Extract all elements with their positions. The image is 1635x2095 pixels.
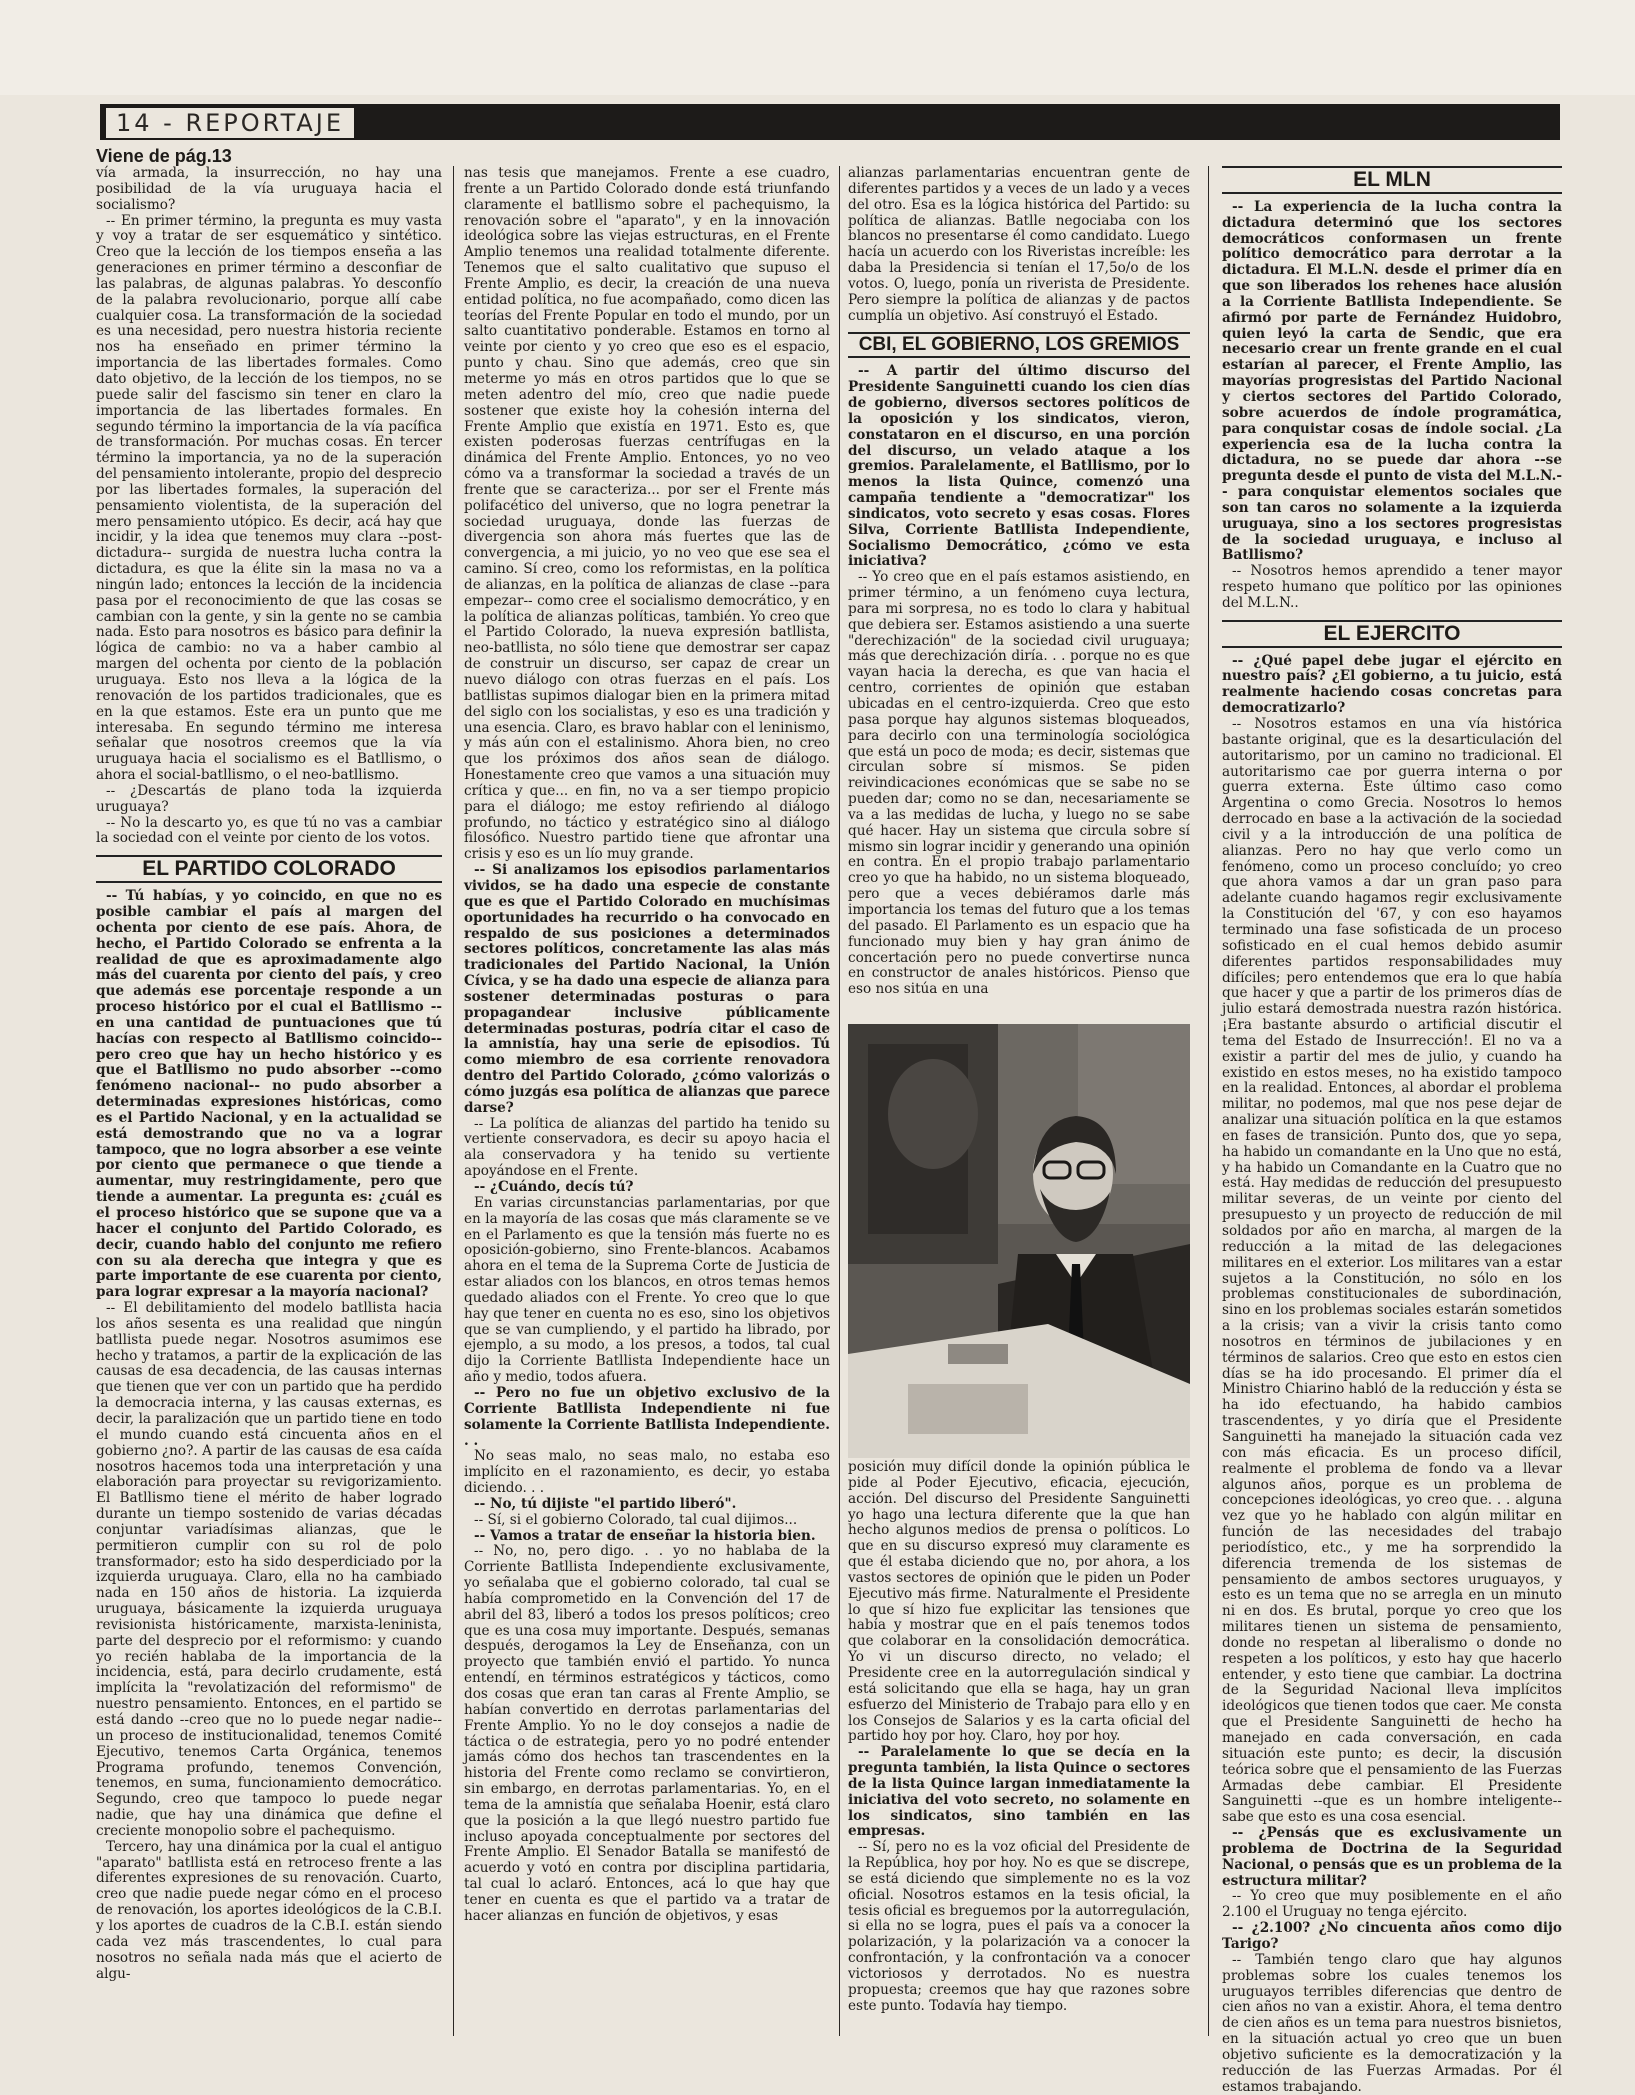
- column-divider: [453, 166, 454, 2036]
- paragraph: -- ¿Cuándo, decís tú?: [474, 1179, 634, 1195]
- paragraph: -- No la descarto yo, es que tú no vas a cambiar la sociedad con el veinte por ciento de los votos.: [96, 814, 442, 847]
- photo-illustration: [848, 1024, 1190, 1458]
- page-section-label: 14 - REPORTAJE: [106, 108, 354, 138]
- paragraph: -- No, tú dijiste "el partido liberó".: [474, 1495, 737, 1512]
- paragraph: Tercero, hay una dinámica por la cual el antiguo "aparato" batllista está en retroceso frente a las diferentes expresiones de su renovación. Cuarto, creo que nadie puede negar cómo en el proceso de renovación, los aportes ideológicos de la C.B.I. y los aportes de cuadros de la C.B.I. están siendo cada vez más trascendentes, lo cual para nosotros no señala nada más que el acierto de algu-: [96, 1838, 442, 1982]
- section-heading-partido-colorado: EL PARTIDO COLORADO: [96, 855, 442, 883]
- paragraph: -- Nosotros hemos aprendido a tener mayor respeto humano que político por las opiniones del M.L.N..: [1222, 563, 1562, 611]
- paragraph: -- ¿Pensás que es exclusivamente un problema de Doctrina de la Seguridad Nacional, o pensás que es un problema de la estructura militar?: [1222, 1825, 1562, 1889]
- paragraph: -- A partir del último discurso del Presidente Sanguinetti cuando los cien días de gobierno, diversos sectores políticos de la oposición y los sindicatos, vieron, constataron en el discurso, en una porción del discurso, un velado ataque a los gremios. Paralelamente, el Batllismo, por lo menos la lista Quince, comenzó una campaña tendiente a "democratizar" los sindicatos, voto secreto y esas cosas. Flores Silva, Corriente Batllista Independiente, Socialismo Democrático, ¿cómo ve esta iniciativa?: [848, 363, 1190, 570]
- paragraph: -- La política de alianzas del partido ha tenido su vertiente conservadora, es decir su apoyo hacia el ala conservadora y ha tenido su vertiente apoyándose en el Frente.: [464, 1115, 830, 1180]
- paragraph: alianzas parlamentarias encuentran gente de diferentes partidos y a veces de un lado y a veces del otro. Esa es la lógica histórica del Partido: su política de alianzas. Batlle negociaba con los blancos no presentarse él como candidato. Luego hacía un acuerdo con los Riveristas increíble: les daba la Presidencia si tenían el 17,5o/o de los votos. O, luego, ponía un riverista de Presidente. Pero siempre la política de alianzas y de pactos cumplía un objetivo. Así construyó el Estado.: [848, 165, 1190, 324]
- continued-from-label: Viene de pág.13: [96, 146, 232, 166]
- paragraph: -- En primer término, la pregunta es muy vasta y voy a tratar de ser esquemático y sintético. Creo que la lección de los tiempos enseña a las generaciones en primer término a desconfiar de las palabras, de algunas palabras. Yo desconfío de la palabra revolucionario, porque allí cabe cualquier cosa. La transformación de la sociedad es una necesidad, pero nuestra historia reciente nos ha enseñado en primer término la importancia de las libertades formales. Como dato objetivo, de la lección de los tiempos, no se puede salir del fascismo sin tener en claro la importancia de las libertades formales. En segundo término la importancia de la vía pacífica de transformación. Por muchas cosas. En tercer término la importancia, ya no de la superación del pensamiento intolerante, propio del desprecio por las libertades formales, la superación del pensamiento violentista, de la superación del mero pensamiento utópico. Es decir, acá hay que incidir, y la idea que tenemos muy clara --post-dictadura-- surgida de nuestra lucha contra la dictadura, es que la élite sin la masa no va a ningún lado; entonces la lección de la incidencia pasa por el reconocimiento de que las cosas se cambian con la gente, y sin la gente no se cambia nada. Esto para nosotros es básico para definir la lógica de cambio: no va a haber cambio al margen del ochenta por ciento de la población uruguaya. Esto nos lleva a la lógica de la renovación de los partidos tradicionales, que es en la que estamos. Este era un punto que me interesaba. En segundo término me interesa señalar que nosotros creemos que la vía uruguaya hacia el socialismo es el Batllismo, o ahora el social-batllismo, o el neo-batllismo.: [96, 212, 442, 784]
- paragraph: -- La experiencia de la lucha contra la dictadura determinó que los sectores democráticos conformasen un frente político democrático para derrotar a la dictadura. El M.L.N. desde el primer día en que son liberados los rehenes hace alusión a la Corriente Batllista Independiente. Se afirmó por parte de Fernández Huidobro, quien leyó la carta de Sendic, que era necesario crear un frente grande en el cual estarían al parecer, el Frente Amplio, las mayorías progresistas del Partido Nacional y ciertos sectores del Partido Colorado, sobre acuerdos de índole programática, para conquistar cosas de índole social. ¿La experiencia esa de la lucha contra la dictadura, no se puede dar ahora --se pregunta desde el punto de vista del M.L.N.-- para conquistar elementos sociales que son tan caros no solamente a la izquierda uruguaya, sino a los sectores progresistas de la sociedad uruguaya, e incluso al Batllismo?: [1222, 198, 1562, 564]
- paragraph: -- Yo creo que muy posiblemente en el año 2.100 el Uruguay no tenga ejército.: [1222, 1888, 1562, 1921]
- column-4: [1222, 166, 1562, 2095]
- paragraph: vía armada, la insurrección, no hay una posibilidad de la vía uruguaya hacia el socialismo?: [96, 165, 442, 213]
- paragraph: -- ¿Qué papel debe jugar el ejército en nuestro país? ¿El gobierno, a tu juicio, está realmente haciendo cosas concretas para democratizarlo?: [1222, 652, 1562, 717]
- paragraph: -- También tengo claro que hay algunos problemas sobre los cuales tenemos los uruguayos terribles diferencias que dentro de cien años no van a existir. Ahora, el tema dentro de cien años es un tema para nuestros bisnietos, en la situación actual yo creo que un buen objetivo suficiente es la democratización y la reducción de las Fuerzas Armadas. Por él estamos trabajando.: [1222, 1951, 1562, 2095]
- column-3-continued: [848, 1460, 1190, 2030]
- paragraph: posición muy difícil donde la opinión pública le pide al Poder Ejecutivo, eficacia, ejecución, acción. Del discurso del Presidente Sanguinetti yo hago una lectura diferente que la que han hecho algunos medios de prensa o políticos. Lo que en su discurso expresó muy claramente es que él estaba diciendo que no, por ahora, a los vastos sectores de opinión que le piden un Poder Ejecutivo más firme. Naturalmente el Presidente lo que sí hizo fue explicitar las tensiones que había y mostrar que en el país tenemos todos que colaborar en la consolidación democrática. Yo vi un discurso directo, no velado; el Presidente cree en la autorregulación sindical y está solicitando que ella se haga, hay un gran esfuerzo del Ministerio de Trabajo para ello y en los Consejos de Salarios y es la carta oficial del partido hoy por hoy. Claro, hoy por hoy.: [848, 1459, 1190, 1745]
- column-2: [464, 166, 830, 2036]
- paragraph: -- Sí, pero no es la voz oficial del Presidente de la República, hoy por hoy. No es que se discrepe, se está diciendo que simplemente no es la voz oficial. Nosotros estamos en la tesis oficial, la tesis oficial es breguemos por la autorregulación, si ella no se logra, pues el país va a conocer la polarización, y la polarización va a conocer la confrontación, y la confrontación va a conocer victoriosos y derrotados. No es nuestra propuesta; creemos que hay que razones sobre este punto. Todavía hay tiempo.: [848, 1839, 1190, 2014]
- paragraph: -- Yo creo que en el país estamos asistiendo, en primer término, a un fenómeno cuya lectura, para mi sorpresa, no es todo lo clara y habitual que debiera ser. Estamos asistiendo a una suerte "derechización" de la sociedad civil uruguaya; más que derechización diría. . . porque no es que vayan hacia la derecha, es que van hacia el centro, corrientes de opinión que estaban ubicadas en el centro-izquierda. Creo que esto pasa porque hay algunos sistemas bloqueados, para decirlo con una terminología sociológica que está un poco de moda; es decir, sistemas que circulan sobre sí mismos. Se piden reivindicaciones económicas que se sabe no se pueden dar; como no se dan, necesariamente se va a las medidas de lucha, y luego no se sabe qué hacer. Hay un sistema que circula sobre sí mismo sin lograr incidir y generando una opinión en contra. En el propio trabajo parlamentario creo yo que ha habido, no un sistema bloqueado, pero que a veces debiéramos darle más importancia los temas del futuro que a los temas del pasado. El Parlamento es un espacio que ha funcionado muy bien y hay gran ánimo de concertación pero no puede convertirse nunca en constructor de anales históricos. Pienso que eso nos sitúa en una: [848, 569, 1190, 998]
- column-3: [848, 166, 1190, 1016]
- column-divider: [1208, 166, 1209, 2036]
- column-divider: [839, 166, 840, 2036]
- paragraph: -- No, no, pero digo. . . yo no hablaba de la Corriente Batllista Independiente exclusivamente, yo señalaba que el gobierno colorado, tal cual se había comprometido en la Convención del 17 de abril del 83, liberó a todos los presos políticos; creo que es una cosa muy importante. Después, semanas después, derogamos la Ley de Enseñanza, con un proyecto que también envió el partido. Yo nunca entendí, en términos estratégicos y tácticos, como dos cosas que eran tan caras al Frente Amplio, se habían convertido en derrotas parlamentarias del Frente Amplio. Yo no le doy consejos a nadie de táctica o de estrategia, pero yo no podré entender jamás cómo dos hechos tan trascendentes en la historia del Frente como reclamo se convirtieron, sin embargo, en derrotas parlamentarias. Yo, en el tema de la amnistía que señalaba Hoenir, está claro que la posición a la que llegó nuestro partido fue incluso apoyada conceptualmente por sectores del Frente Amplio. El Senador Batalla se manifestó de acuerdo y votó en contra por disciplina partidaria, tal cual lo aclaró. Entonces, acá lo que hay que tener en cuenta es que el partido va a tratar de hacer alianzas en función de objetivos, y esas: [464, 1543, 830, 1924]
- paragraph: -- Vamos a tratar de enseñar la historia bien.: [474, 1527, 816, 1544]
- column-1: [96, 166, 442, 2036]
- paragraph: -- ¿Descartás de plano toda la izquierda uruguaya?: [96, 782, 442, 815]
- paragraph: -- Si analizamos los episodios parlamentarios vividos, se ha dado una especie de constante que es que el Partido Colorado en muchísimas oportunidades ha recurrido o ha convocado en respaldo de sus posiciones a determinados sectores políticos, concretamente las alas más tradicionales del Partido Nacional, la Unión Cívica, y se ha dado una especie de alianza para sostener determinadas posturas o para propagandear inclusive públicamente determinadas posturas, podría citar el caso de la amnistía, hay una serie de episodios. Tú como miembro de esa corriente renovadora dentro del Partido Colorado, ¿cómo valorizás o cómo juzgás esa política de alianzas que parece darse?: [464, 862, 830, 1116]
- interview-photo: [848, 1024, 1190, 1458]
- paragraph: -- Tú habías, y yo coincido, en que no es posible cambiar el país al margen del ochenta por ciento de ese país. Ahora, de hecho, el Partido Colorado se enfrenta a la realidad de que es aproximadamente algo más del cuarenta por ciento del país, y creo que además ese porcentaje responde a un proceso histórico por el cual el Batllismo --en una cantidad de puntuaciones que tú hacías con respecto al Batllismo coincido-- pero creo que hay un hecho histórico y es que el Batllismo no pudo absorber --como fenómeno nacional-- no pudo absorber a determinadas expresiones históricas, como es el Partido Nacional, y en la actualidad se está demostrando que no va a lograr tampoco, que no logra absorber a ese veinte por ciento que permanece o que tiende a aumentar, muy restringidamente, pero que tiende a aumentar. La pregunta es: ¿cuál es el proceso histórico que se supone que va a hacer el conjunto del Partido Colorado, es decir, cuando hablo del conjunto me refiero con su ala derecha que integra y que es parte importante de ese cuarenta por ciento, para lograr expresar a la mayoría nacional?: [96, 888, 442, 1301]
- section-heading-el-ejercito: EL EJERCITO: [1222, 620, 1562, 648]
- paragraph: En varias circunstancias parlamentarias, por que en la mayoría de las cosas que más claramente se ve en el Parlamento es que la tensión más fuerte no es oposición-gobierno, sino Frente-blancos. Acabamos ahora en el tema de la Suprema Corte de Justicia de estar aliados con los blancos, en otros temas hemos quedado aliados con el Frente. Yo creo que lo que hay que tener en cuenta no es eso, sino los objetivos que se van cumpliendo, y el partido ha librado, por ejemplo, a su modo, a los presos, a todos, tal cual dijo la Corriente Batllista Independiente hace un año y medio, todos afuera.: [464, 1194, 830, 1386]
- paragraph: nas tesis que manejamos. Frente a ese cuadro, frente a un Partido Colorado donde está triunfando claramente el batllismo sobre el pachequismo, la renovación sobre el "aparato", y en la innovación ideológica sobre las viejas estructuras, en el Frente Amplio tenemos una realidad totalmente diferente. Tenemos que el salto cualitativo que supuso el Frente Amplio, es decir, la creación de una nueva entidad política, no fue acompañado, como dicen las teorías del Frente Popular en todo el mundo, por un salto cuantitativo ponderable. Estamos en torno al veinte por ciento y yo creo que eso es el espacio, punto y chau. Sino que además, creo que sin meterme yo más en otros partidos que lo que se meten adentro del mío, creo que nadie puede sostener que existe hoy la cohesión interna del Frente Amplio que existía en 1971. Esto es, que existen poderosas fuerzas centrífugas en la dinámica del Frente Amplio. Entonces, yo no veo cómo va a transformar la sociedad a través de un frente que se caracteriza... por ser el Frente más polifacético del universo, que no logra penetrar la sociedad uruguaya, donde las fuerzas de divergencia son ahora más fuertes que las de convergencia, a mi juicio, yo no veo que ese sea el camino. Sí creo, como los reformistas, en la política de alianzas, en la política de alianzas de clase --para empezar-- como cree el socialismo democrático, y en la política de alianzas políticas, también. Yo creo que el Partido Colorado, la nueva expresión batllista, neo-batllista, no sólo tiene que demostrar ser capaz de construir un discurso, ser capaz de crear un nuevo diálogo con otras fuerzas en el país. Los batllistas supimos dialogar bien en la primera mitad del siglo con los socialistas, y eso es una tradición y una esencia. Claro, es bravo hablar con el leninismo, y más aún con el estalinismo. Ahora bien, no creo que los próximos dos años sean de diálogo. Honestamente creo que vamos a una situación muy crítica y que... en fin, no va a ser tiempo propicio para el diálogo; me estoy refiriendo al diálogo profundo, no táctico y estratégico sino al diálogo filosófico. Nuestro partido tiene que afrontar una crisis y eso es un lío muy grande.: [464, 165, 830, 863]
- paragraph: -- Pero no fue un objetivo exclusivo de la Corriente Batllista Independiente ni fue solamente la Corriente Batllista Independiente. . .: [464, 1384, 830, 1449]
- paragraph: No seas malo, no seas malo, no estaba eso implícito en el razonamiento, es decir, yo estaba diciendo. . .: [464, 1448, 830, 1497]
- paragraph: -- ¿2.100? ¿No cincuenta años como dijo Tarigo?: [1222, 1920, 1562, 1952]
- section-heading-cbi-gobierno-gremios: CBI, EL GOBIERNO, LOS GREMIOS: [848, 332, 1190, 358]
- paragraph: -- El debilitamiento del modelo batllista hacia los años sesenta es una realidad que ningún batllista puede negar. Nosotros asumimos ese hecho y tratamos, a partir de la explicación de las causas de esa decadencia, de las causas internas que tienen que ver con un partido que ha perdido la democracia interna, y las causas externas, es decir, la paralización que un partido tiene en todo el mundo cuando está cincuenta años en el gobierno ¿no?. A partir de las causas de esa caída nosotros hacemos toda una interpretación y una elaboración para proyectar su revigorizamiento. El Batllismo tiene el mérito de haber logrado durante un tiempo sostenido de varias décadas conjuntar variadísimas alianzas, que le permitieron cumplir con su rol de polo transformador; esto ha sido desperdiciado por la izquierda uruguaya. Claro, ella no ha cambiado nada en 150 años de historia. La izquierda uruguaya, básicamente la izquierda uruguaya revisionista históricamente, marxista-leninista, parte del desprecio por el reformismo: y cuando yo recién hablaba de la importancia de la incidencia, está, para decirlo crudamente, está implícita la "revolatización del reformismo" de nuestro pensamiento. Entonces, en el partido se está dando --creo que no lo puede negar nadie-- un proceso de institucionalidad, tenemos Comité Ejecutivo, tenemos Carta Orgánica, tenemos Programa profundo, tenemos Convención, tenemos, en suma, funcionamiento democrático. Segundo, creo que tampoco lo puede negar nadie, que hay una dinámica que define el creciente monopolio sobre el pachequismo.: [96, 1300, 442, 1839]
- paragraph: -- Nosotros estamos en una vía histórica bastante original, que es la desarticulación del autoritarismo, por un camino no tradicional. El autoritarismo cae por guerra interna o por guerra externa. Este último caso como Argentina o como Grecia. Nosotros lo hemos derrocado en base a la activación de la sociedad civil y a la introducción de una política de alianzas. Pero no hay que verlo como un fenómeno, como un proceso concluído; yo creo que ahora vamos a dar un gran paso para adelante cuando hagamos regir exclusivamente la Constitución del '67, y con eso hayamos terminado una fase sofisticada de un proceso sofisticado en el cual hemos debido asumir diferentes partidos responsabilidades muy difíciles; pero entendemos que era lo que había que hacer y que a partir de los primeros días de julio estará demostrada nuestra razón histórica. ¡Era bastante absurdo o artificial discutir el tema del Estado de Insurrección!. El no va a existir a partir del mes de julio, y cuando ha existido en estos meses, no ha existido tampoco en la realidad. Entonces, al abordar el problema militar, no podemos, mal que nos pese dejar de analizar una situación política en la que estamos en fases de transición. Punto dos, que yo sepa, ha habido un comandante en la Uno que no está, y ha habido un Comandante en la Cuatro que no está. Hay medidas de reducción del presupuesto militar severas, de un veinte por ciento del presupuesto y un proyecto de reducción de mil soldados por año en marcha, al margen de la reducción a la mitad de las delegaciones militares en el exterior. Los militares van a estar sujetos a la Constitución, no sólo en los problemas constitucionales de subordinación, sino en los problemas sociales estarán sometidos a la crisis; van a vivir la crisis tanto como nosotros en términos de jubilaciones y en términos de salarios. Creo que esto en estos cien días se ha ido procesando. El primer día el Ministro Chiarino habló de la reducción y ésta se ha ido efectuando, ha habido cambios trascendentes, y yo diría que el Presidente Sanguinetti ha manejado la situación cada vez con más eficacia. Es un proceso difícil, realmente el problema de fondo va a llevar algunos años, porque es un problema de concepciones ideológicas, yo creo que. . . alguna vez que yo he hablado con algún militar en función de las necesidades del trabajo periodístico, etc., y me ha sorprendido la diferencia tremenda de los sistemas de pensamiento de ambos sectores uruguayos, y esto es un tema que no se arregla en un minuto ni en dos. Es brutal, porque yo creo que los militares tienen un sistema de pensamiento, donde no respetan al liberalismo o donde no respeten a los políticos, y esto hay que hacerlo entender, y esto tiene que cambiar. La doctrina de la Seguridad Nacional lleva implícitos ideológicos que tienen todos que caer. Me consta que el Presidente Sanguinetti de hecho ha manejado en cada conversación, en cada situación este punto; es decir, la discusión teórica sobre que el pensamiento de las Fuerzas Armadas debe cambiar. El Presidente Sanguinetti --que es un hombre inteligente-- sabe que esto es una cosa esencial.: [1222, 716, 1562, 1826]
- paragraph: -- Sí, si el gobierno Colorado, tal cual dijimos...: [474, 1511, 798, 1528]
- page-margin: [0, 0, 1635, 95]
- paragraph: -- Paralelamente lo que se decía en la pregunta también, la lista Quince o sectores de la lista Quince largan inmediatamente la iniciativa del voto secreto, no solamente en los sindicatos, sino también en las empresas.: [848, 1744, 1190, 1840]
- section-heading-el-mln: EL MLN: [1222, 166, 1562, 194]
